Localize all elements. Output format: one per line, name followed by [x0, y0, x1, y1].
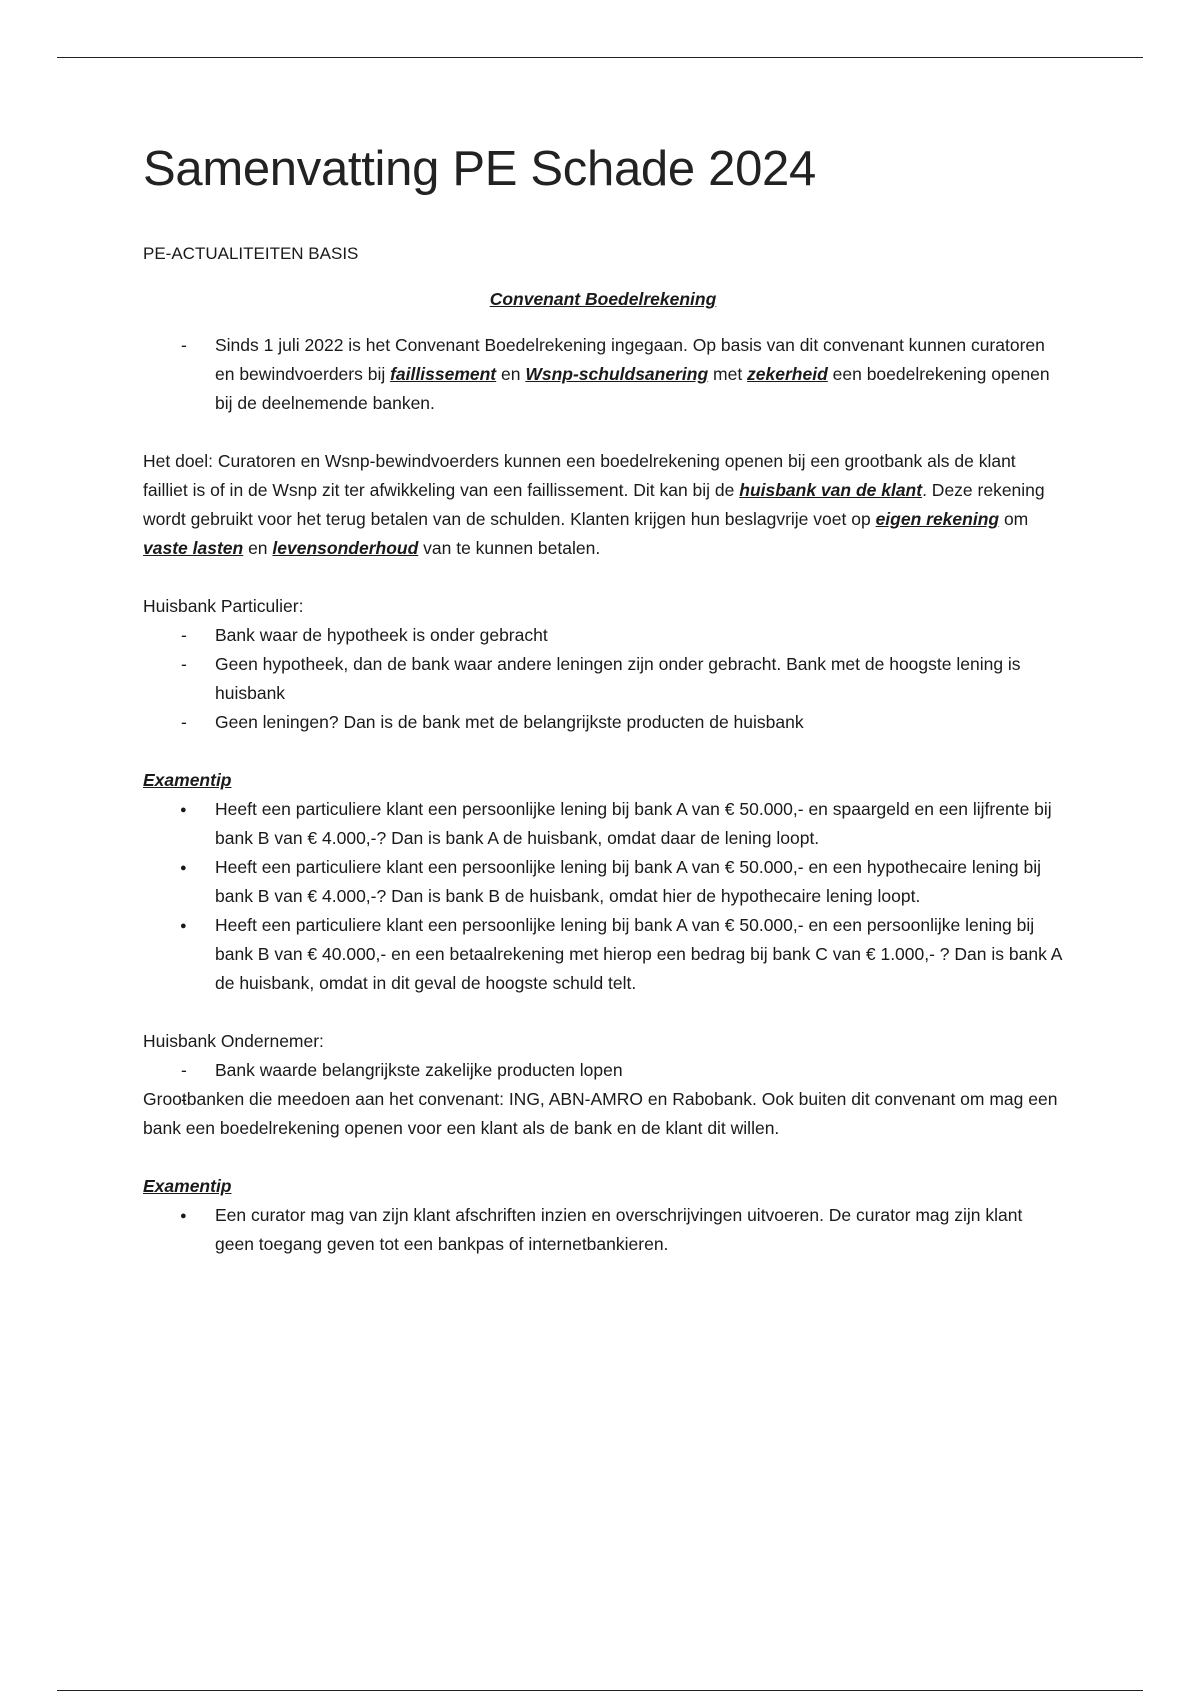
- list-item: ● Heeft een particuliere klant een persoonlijke lening bij bank A van € 50.000,- en spaargeld en een lijfrente bij bank B van € 4.000,-? Dan is bank A de huisbank, omdat daar de lening loopt.: [143, 795, 1063, 853]
- intro-item: [143, 331, 1063, 418]
- text: een boedelrekening openen bij de deelnemende banken.: [215, 363, 1050, 413]
- examentip-label: Examentip: [143, 769, 232, 790]
- list-item: - Bank waar de hypotheek is onder gebracht: [143, 621, 1063, 650]
- list-item: - Geen leningen? Dan is de bank met de belangrijkste producten de huisbank: [143, 708, 1063, 737]
- section-heading: [143, 285, 1063, 314]
- emphasis: Wsnp-schuldsanering: [525, 363, 709, 384]
- ondernemer-label: Huisbank Ondernemer:: [143, 1030, 324, 1051]
- examentip-list: [143, 795, 1063, 998]
- text: Het doel: Curatoren en Wsnp-bewindvoerders kunnen een boedelrekening openen bij een grootbank als de klant failliet is of in de Wsnp zit ter afwikkeling van een faillissement. Dit kan bij de: [143, 450, 1016, 500]
- list-item: - Bank waarde belangrijkste zakelijke producten lopen: [143, 1056, 1063, 1085]
- examentip-label: Examentip: [143, 1175, 232, 1196]
- particulier-label: Huisbank Particulier:: [143, 595, 304, 616]
- ondernemer-list: [143, 1056, 1063, 1085]
- list-item: ● Heeft een particuliere klant een persoonlijke lening bij bank A van € 50.000,- en een hypothecaire lening bij bank B van € 4.000,-? Dan is bank B de huisbank, omdat hier de hypothecaire lening loopt.: [143, 853, 1063, 911]
- text: met: [708, 363, 748, 384]
- text: om: [999, 508, 1029, 529]
- document-page: [143, 140, 1063, 1259]
- examentip-list: [143, 1201, 1063, 1259]
- intro-list: [143, 331, 1063, 418]
- emphasis: faillissement: [390, 363, 497, 384]
- list-item: - Geen hypotheek, dan de bank waar andere leningen zijn onder gebracht. Bank met de hoogste lening is huisbank: [143, 650, 1063, 708]
- section-label: PE-ACTUALITEITEN BASIS: [143, 243, 359, 263]
- list-item: ● Heeft een particuliere klant een persoonlijke lening bij bank A van € 50.000,- en een persoonlijke lening bij bank B van € 40.000,- en een betaalrekening met hierop een bedrag bij bank C van € 1.000,- ? Dan is bank A de huisbank, omdat in dit geval de hoogste schuld telt.: [143, 911, 1063, 998]
- grootbanken-paragraph: Grootbanken die meedoen aan het convenant: ING, ABN-AMRO en Rabobank. Ook buiten dit convenant om mag een bank een boedelrekening openen voor een klant als de bank en de klant dit willen.: [143, 1088, 1058, 1138]
- document-title: Samenvatting PE Schade 2024: [143, 142, 816, 196]
- text: van te kunnen betalen.: [418, 537, 601, 558]
- footer-rule: [57, 1690, 1143, 1691]
- text: . Deze rekening wordt gebruikt voor het terug betalen van de schulden. Klanten krijgen hun beslagvrije voet op: [143, 479, 1045, 529]
- text: Sinds 1 juli 2022 is het Convenant Boedelrekening ingegaan. Op basis van dit convenant kunnen curatoren en bewindvoerders bij: [215, 334, 1045, 384]
- emphasis: zekerheid: [747, 363, 828, 384]
- particulier-list: [143, 621, 1063, 737]
- emphasis: levensonderhoud: [272, 537, 419, 558]
- emphasis: huisbank van de klant: [739, 479, 923, 500]
- emphasis: eigen rekening: [875, 508, 1000, 529]
- doel-paragraph: [143, 447, 1063, 563]
- text: en: [243, 537, 273, 558]
- emphasis: vaste lasten: [143, 537, 244, 558]
- text: en: [496, 363, 526, 384]
- header-rule: [57, 57, 1143, 58]
- list-item: ● Een curator mag van zijn klant afschriften inzien en overschrijvingen uitvoeren. De curator mag zijn klant geen toegang geven tot een bankpas of internetbankieren.: [143, 1201, 1063, 1259]
- section-heading-text: Convenant Boedelrekening: [489, 288, 717, 309]
